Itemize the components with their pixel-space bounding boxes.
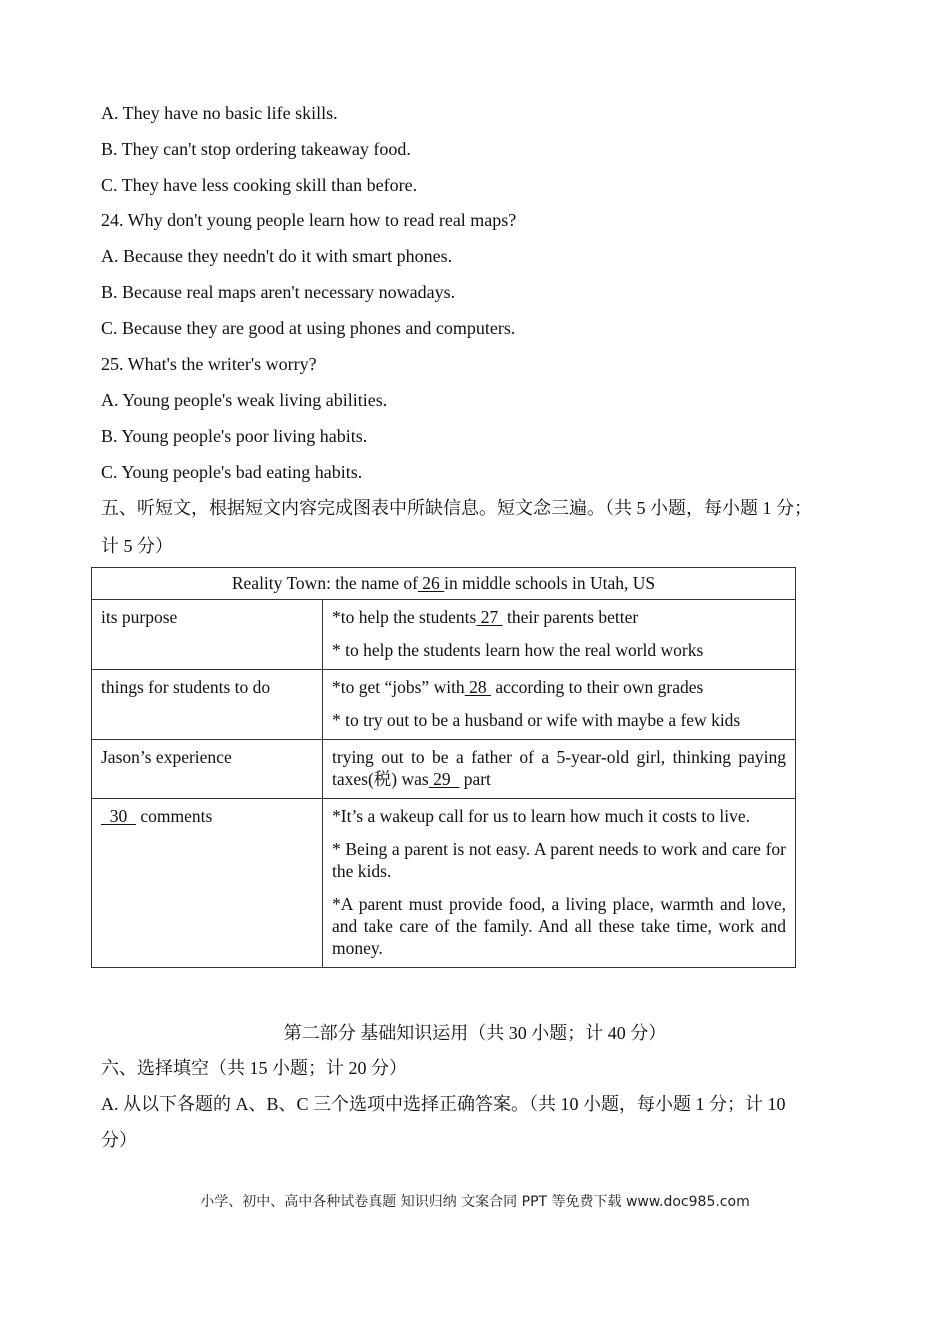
q25-stem: 25. What's the writer's worry? (101, 354, 317, 374)
jason-text-pre: trying out to be a father of a 5-year-old girl, thinking paying taxes(税) was (332, 747, 786, 789)
sectionA-heading-line2: 分） (101, 1130, 137, 1150)
part2-title: 第二部分 基础知识运用（共 30 小题；计 40 分） (283, 1023, 667, 1043)
purpose-item-2: * to help the students learn how the real world works (332, 640, 704, 660)
comment-item-2: * Being a parent is not easy. A parent needs to work and care for the kids. (332, 839, 786, 881)
todo-item-1 (332, 676, 786, 698)
section5-heading-line2: 计 5 分） (101, 536, 173, 556)
q23-option-b: B. They can't stop ordering takeaway food. (101, 139, 411, 159)
sectionA-heading-line1: A. 从以下各题的 A、B、C 三个选项中选择正确答案。（共 10 小题，每小题 1 分；计 10 (101, 1094, 786, 1114)
comments-label: comments (136, 806, 213, 826)
blank-28: 28 (464, 677, 491, 697)
table-row (92, 600, 796, 670)
q24-option-a: A. Because they needn't do it with smart phones. (101, 246, 453, 266)
row-label-purpose: its purpose (92, 600, 323, 670)
table-header-row (92, 568, 796, 600)
blank-29: 29 (428, 769, 460, 789)
todo-item-2: * to try out to be a husband or wife with maybe a few kids (332, 710, 741, 730)
table-header-cell (92, 568, 796, 600)
row-label-jason: Jason’s experience (92, 740, 323, 799)
q25-option-c: C. Young people's bad eating habits. (101, 462, 363, 482)
header-text-post: in middle schools in Utah, US (444, 573, 656, 593)
row-content-things-to-do (323, 670, 796, 740)
blank-30: 30 (101, 806, 136, 826)
q24-stem: 24. Why don't young people learn how to read real maps? (101, 210, 517, 230)
purpose-item-1-post: their parents better (502, 607, 639, 627)
reality-town-table (91, 567, 796, 968)
section6-heading: 六、选择填空（共 15 小题；计 20 分） (101, 1058, 407, 1078)
purpose-item-1 (332, 606, 786, 628)
todo-item-1-post: according to their own grades (490, 677, 704, 697)
q23-option-a: A. They have no basic life skills. (101, 103, 338, 123)
section5-heading-line1: 五、听短文，根据短文内容完成图表中所缺信息。短文念三遍。（共 5 小题，每小题 1 分； (101, 498, 812, 518)
blank-27: 27 (476, 607, 503, 627)
header-text-pre: Reality Town: the name of (231, 573, 418, 593)
table-row (92, 670, 796, 740)
blank-26: 26 (417, 573, 445, 593)
q24-option-b: B. Because real maps aren't necessary nowadays. (101, 282, 456, 302)
purpose-item-1-pre: *to help the students (332, 607, 477, 627)
q25-option-b: B. Young people's poor living habits. (101, 426, 368, 446)
q25-option-a: A. Young people's weak living abilities. (101, 390, 388, 410)
row-label-things-to-do: things for students to do (92, 670, 323, 740)
row-content-jason (323, 740, 796, 799)
page-footer: 小学、初中、高中各种试卷真题 知识归纳 文案合同 PPT 等免费下载 www.doc985.com (200, 1194, 750, 1210)
table-row (92, 740, 796, 799)
q24-option-c: C. Because they are good at using phones and computers. (101, 318, 516, 338)
comment-item-1: *It’s a wakeup call for us to learn how much it costs to live. (332, 806, 750, 826)
row-content-purpose (323, 600, 796, 670)
jason-text-post: part (459, 769, 491, 789)
table-row (92, 799, 796, 968)
row-label-comments (92, 799, 323, 968)
comment-item-3: *A parent must provide food, a living place, warmth and love, and take care of the family. And all these take time, work and money. (332, 894, 786, 958)
row-content-comments (323, 799, 796, 968)
todo-item-1-pre: *to get “jobs” with (332, 677, 465, 697)
q23-option-c: C. They have less cooking skill than before. (101, 175, 418, 195)
